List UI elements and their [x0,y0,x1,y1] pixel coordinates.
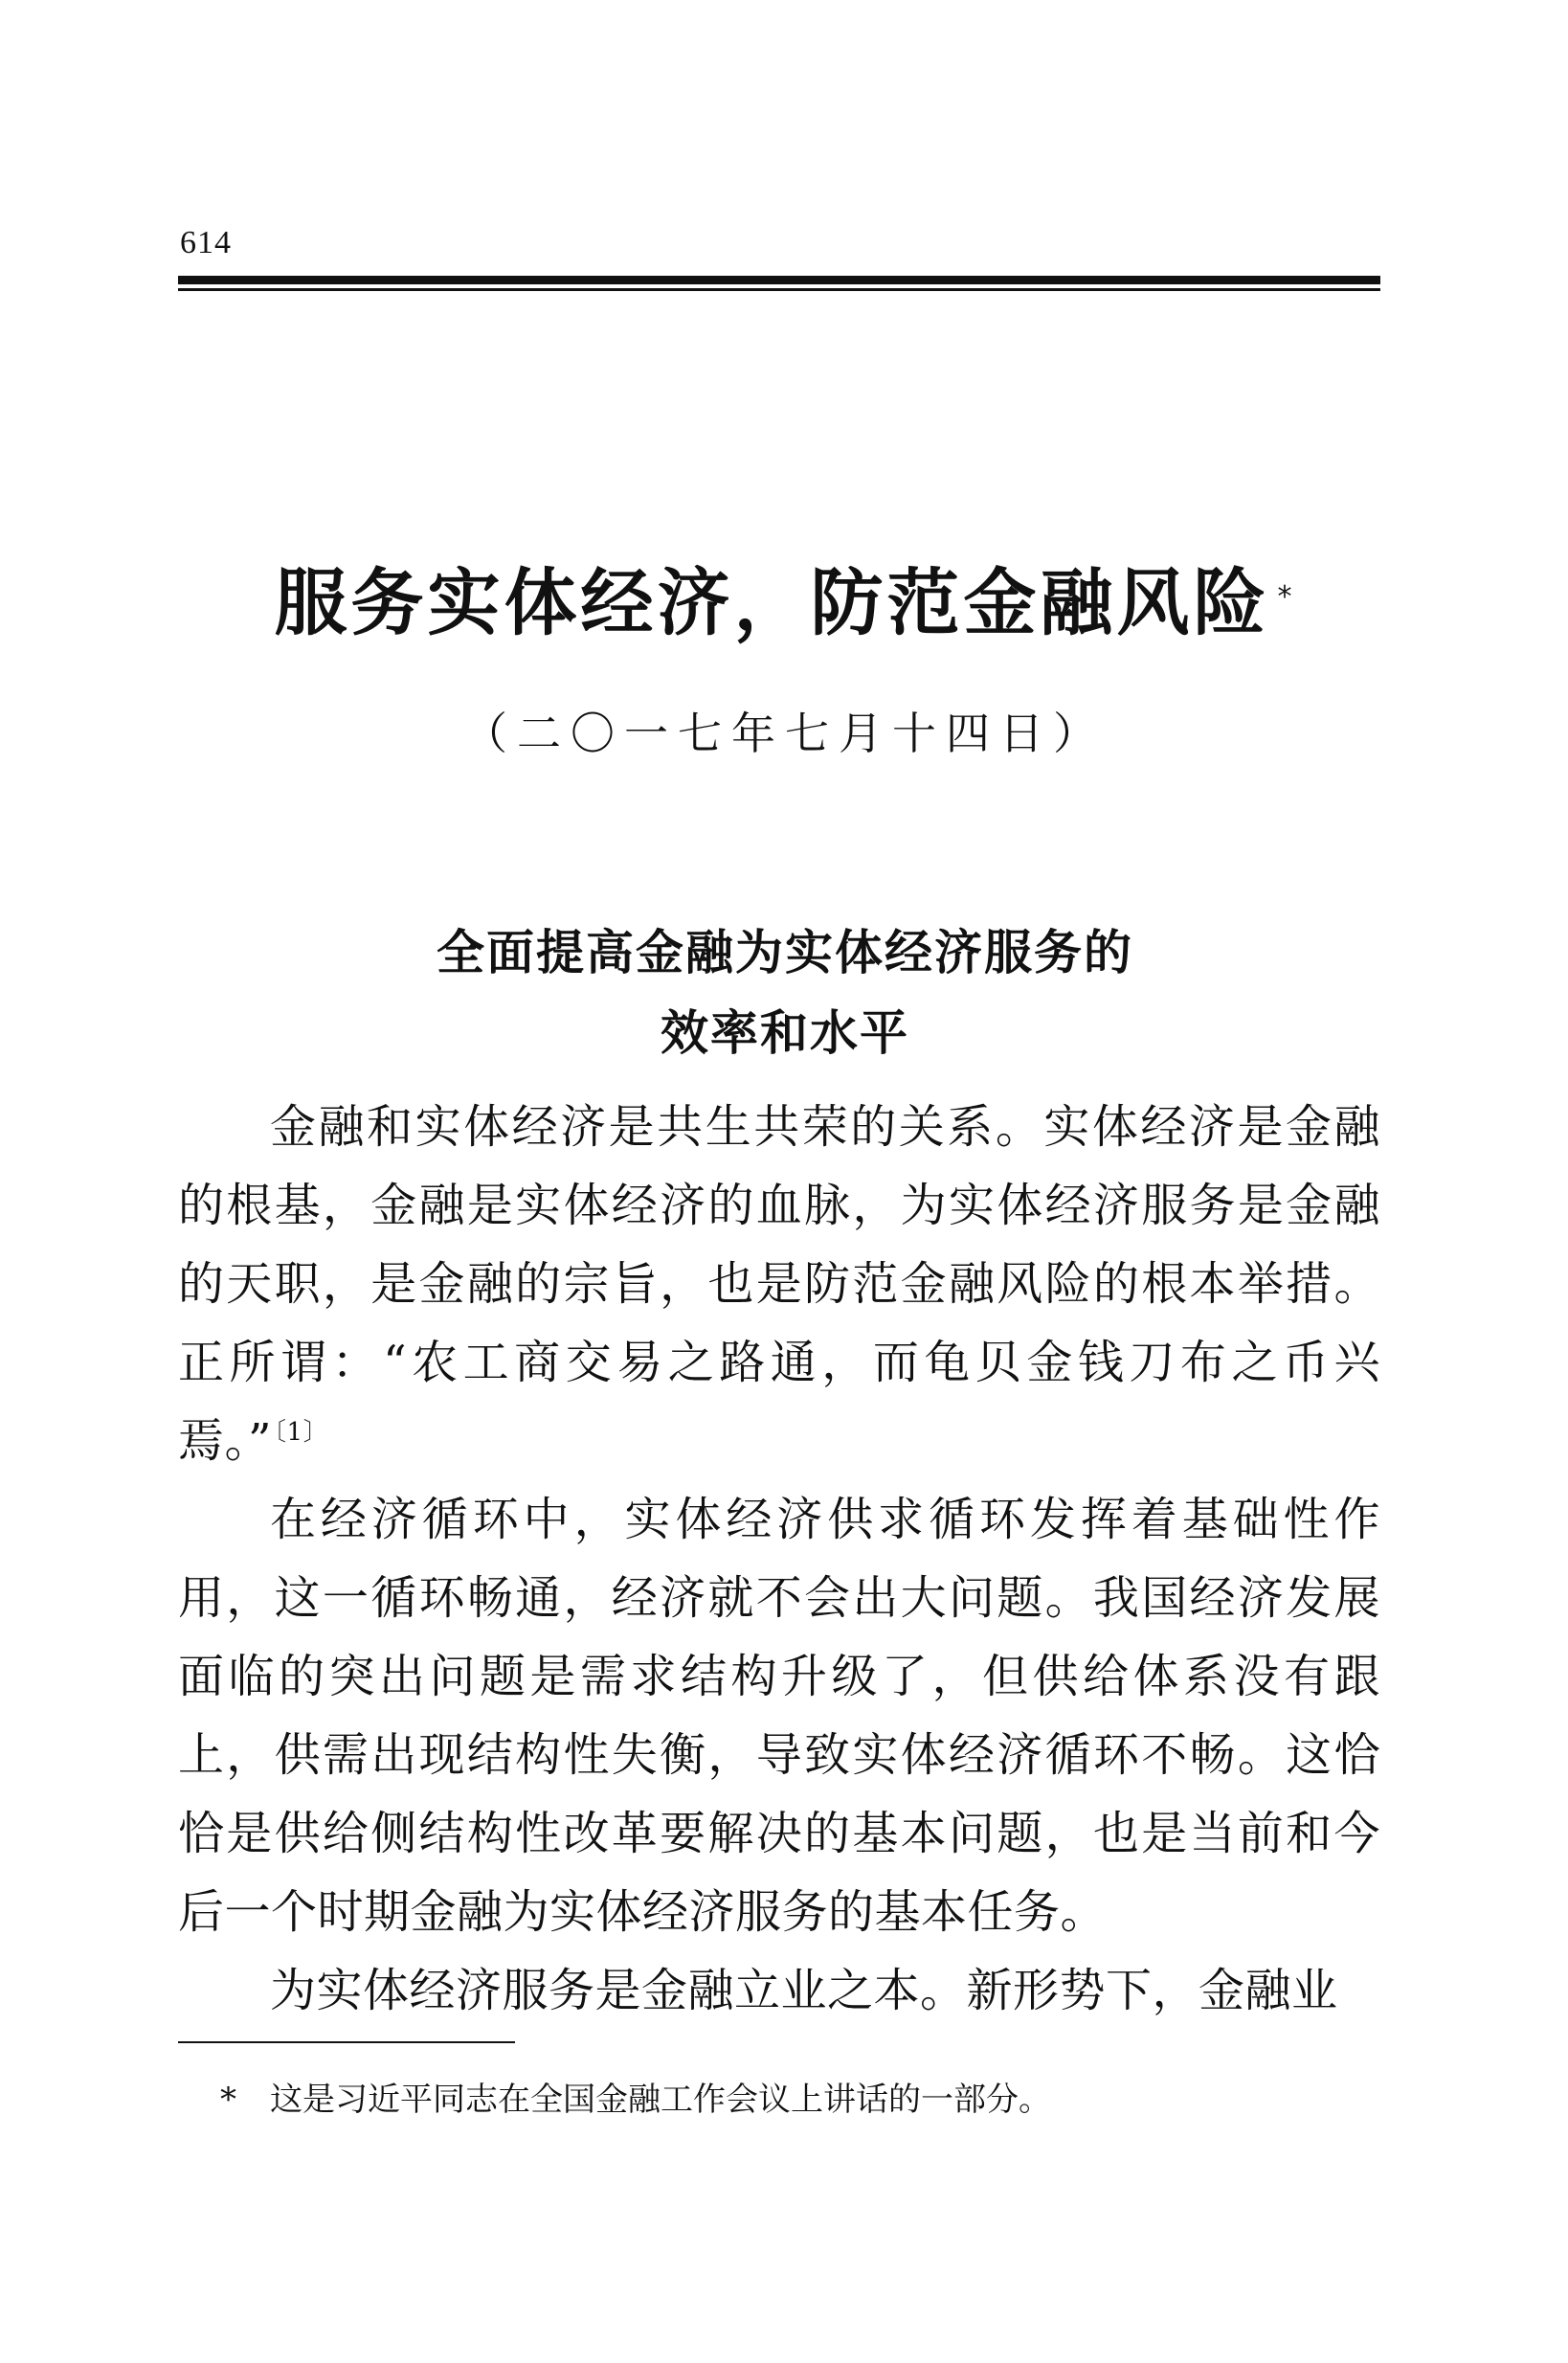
article-title-text: 服务实体经济，防范金融风险 [274,560,1270,645]
endnote-ref-1[interactable]: 〔1〕 [274,1418,329,1447]
paragraph-3-text: 为实体经济服务是金融立业之本。新形势下，金融业 [270,1964,1338,2017]
section-heading-line-2: 效率和水平 [661,1005,909,1061]
section-heading-line-1: 全面提高金融为实体经济服务的 [437,925,1133,980]
footnote-text: 这是习近平同志在全国金融工作会议上讲话的一部分。 [270,2081,1051,2119]
article-date: （二〇一七年七月十四日） [463,708,1107,759]
paragraph-2 [178,1480,1380,1951]
header-rule [178,276,1380,291]
page-number: 614 [180,225,232,260]
paragraph-1 [178,1088,1380,1480]
paragraph-1-text: 金融和实体经济是共生共荣的关系。实体经济是金融的根基，金融是实体经济的血脉，为实体经济服务是金融的天职，是金融的宗旨，也是防范金融风险的根本举措。正所谓：“农工商交易之路通，而龟贝金钱刀布之币兴焉。”$^{〔1〕}$ [178,1100,1380,1468]
article-title [172,555,1398,651]
footnote [220,2078,1369,2122]
footnote-marker: * [220,2081,236,2119]
paragraph-3 [178,1951,1380,2030]
paragraph-2-text: 在经济循环中，实体经济供求循环发挥着基础性作用，这一循环畅通，经济就不会出大问题。我国经济发展面临的突出问题是需求结构升级了，但供给体系没有跟上，供需出现结构性失衡，导致实体经济循环不畅。这恰恰是供给侧结构性改革要解决的基本问题，也是当前和今后一个时期金融为实体经济服务的基本任务。 [178,1493,1380,1939]
footnote-rule [178,2041,515,2043]
title-footnote-marker: * [1277,580,1296,614]
